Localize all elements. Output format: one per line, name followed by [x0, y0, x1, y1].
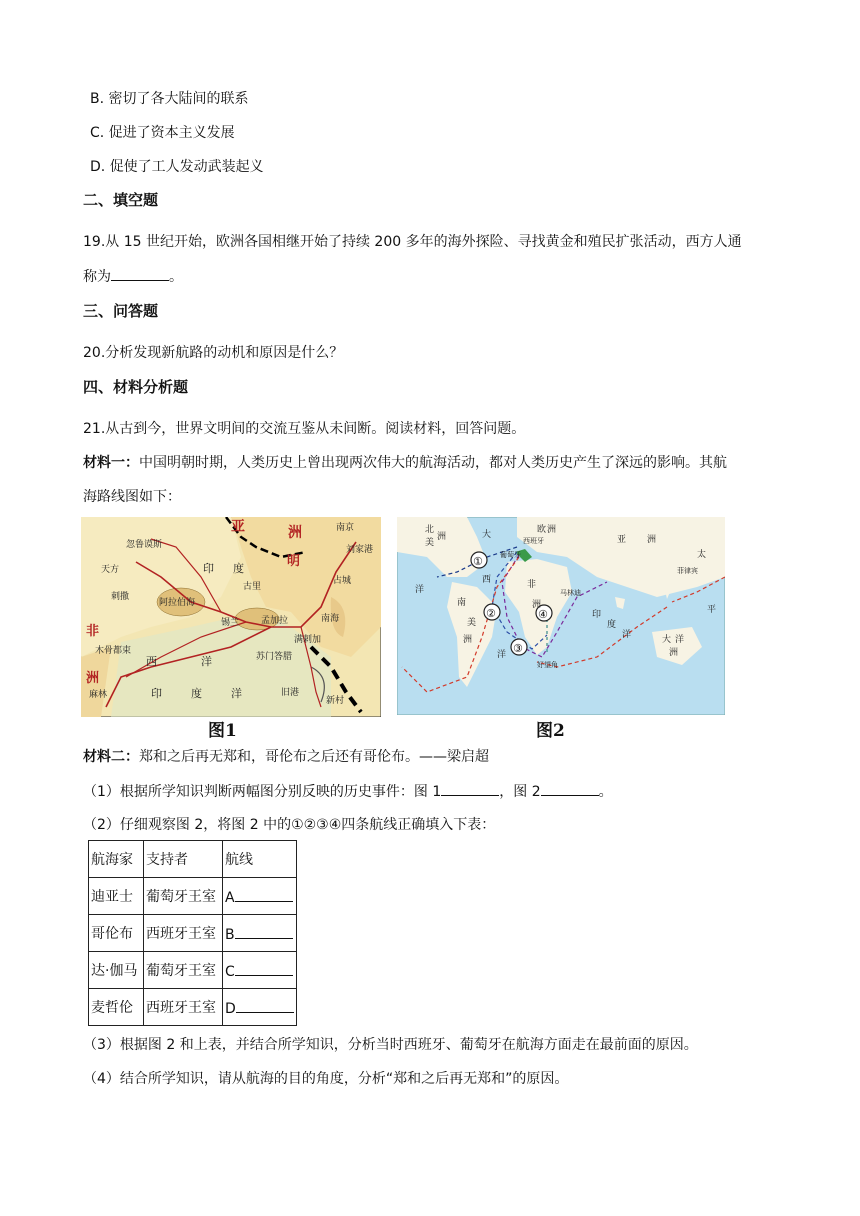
table-cell-navigator: 麦哲伦 — [89, 989, 144, 1026]
table-header: 航线 — [223, 841, 297, 878]
map1-label-12: 阿拉伯海 — [159, 598, 196, 608]
map1-label-24: 洋 — [231, 687, 242, 700]
sub1-blank-fig2[interactable] — [541, 781, 599, 796]
navigator-route-table — [88, 840, 297, 1026]
table-row — [89, 915, 297, 952]
table-cell-route[interactable] — [223, 989, 297, 1026]
q21-intro: 21.从古到今，世界文明间的交流互鉴从未间断。阅读材料，回答问题。 — [83, 421, 526, 437]
map1-label-0: 亚 — [231, 519, 245, 535]
route-letter: A — [225, 889, 235, 906]
table-cell-route[interactable] — [223, 952, 297, 989]
map2-label-1: 美 — [425, 538, 435, 548]
q19-line2 — [83, 266, 183, 287]
map2-label-26: 菲律宾 — [677, 567, 698, 575]
route-letter: D — [225, 1000, 236, 1017]
map2-label-2: 洲 — [437, 532, 447, 542]
q21-material2 — [83, 747, 489, 767]
section-qa-heading: 三、问答题 — [83, 302, 159, 320]
table-row — [89, 989, 297, 1026]
sub1-mid: ，图 2 — [499, 784, 541, 800]
q19-suffix: 。 — [169, 269, 183, 285]
route-mark-4: ④ — [538, 608, 548, 621]
map2-label-6: 南 — [457, 598, 467, 608]
map1-label-16: 木骨都束 — [95, 646, 132, 656]
material1-label: 材料一： — [83, 455, 139, 471]
table-cell-sponsor: 西班牙王室 — [144, 989, 223, 1026]
map2-label-25: 好望角 — [537, 661, 558, 669]
map1-label-21: 南海 — [321, 614, 340, 624]
q20: 20.分析发现新航路的动机和原因是什么？ — [83, 345, 344, 361]
european-voyage-map — [397, 517, 725, 715]
route-mark-1: ① — [473, 555, 483, 568]
route-blank[interactable] — [235, 924, 293, 939]
q21-sub3: （3）根据图 2 和上表，并结合所学知识，分析当时西班牙、葡萄牙在航海方面走在最前面的原因。 — [83, 1037, 698, 1053]
q21-material1-cont: 海路线图如下： — [83, 489, 181, 505]
map1-label-27: 占城 — [333, 576, 352, 586]
table-cell-navigator: 迪亚士 — [89, 878, 144, 915]
option-d: D. 促使了工人发动武装起义 — [90, 159, 264, 175]
map2-label-22: 洋 — [675, 635, 685, 645]
table-cell-route[interactable] — [223, 915, 297, 952]
sub1-prefix: （1）根据所学知识判断两幅图分别反映的历史事件：图 1 — [83, 784, 442, 800]
map2-label-24: 马林迪 — [560, 589, 581, 597]
map1-label-14: 非 — [86, 624, 100, 639]
q19-blank[interactable] — [111, 266, 169, 281]
material1-text: 中国明朝时期，人类历史上曾出现两次伟大的航海活动，都对人类历史产生了深远的影响。其航 — [139, 455, 727, 471]
map2-label-15: 太 — [697, 550, 707, 560]
table-header: 支持者 — [144, 841, 223, 878]
q21-sub4: （4）结合所学知识，请从航海的目的角度，分析“郑和之后再无郑和”的原因。 — [83, 1071, 569, 1087]
map1-label-18: 洋 — [201, 655, 212, 668]
map1-label-7: 印 — [203, 562, 214, 575]
table-cell-sponsor: 西班牙王室 — [144, 915, 223, 952]
q21-sub2: （2）仔细观察图 2，将图 2 中的①②③④四条航线正确填入下表： — [83, 817, 496, 833]
map1-label-28: 新村 — [326, 696, 345, 706]
map1-label-4: 刘家港 — [346, 545, 374, 555]
map1-label-3: 南京 — [336, 523, 355, 533]
table-cell-navigator: 哥伦布 — [89, 915, 144, 952]
zheng-he-voyage-map — [81, 517, 381, 717]
q19-line1: 19.从 15 世纪开始，欧洲各国相继开始了持续 200 多年的海外探险、寻找黄金和殖民扩张活动，西方人通 — [83, 234, 742, 250]
table-cell-sponsor: 葡萄牙王室 — [144, 878, 223, 915]
table-row — [89, 878, 297, 915]
section-material-heading: 四、材料分析题 — [83, 378, 189, 396]
route-blank[interactable] — [235, 961, 293, 976]
sub1-suffix: 。 — [598, 784, 613, 800]
map2-label-17: 洋 — [415, 585, 425, 595]
map2-label-20: 洋 — [622, 630, 632, 640]
map1-label-2: 明 — [287, 554, 301, 569]
map2-label-4: 西 — [482, 575, 492, 585]
map1-label-22: 印 — [151, 687, 162, 700]
table-cell-navigator: 达·伽马 — [89, 952, 144, 989]
map2-label-23: 洲 — [669, 648, 679, 658]
fig2-caption: 图2 — [536, 721, 565, 741]
material2-label: 材料二： — [83, 749, 139, 765]
map2-label-11: 亚 — [617, 535, 627, 545]
map1-label-13: 刺撒 — [111, 592, 130, 602]
table-cell-route[interactable] — [223, 878, 297, 915]
map2-label-14: 洲 — [532, 600, 542, 610]
map2-label-28: 葡萄牙 — [500, 551, 521, 559]
map2-label-5: 洋 — [497, 650, 507, 660]
map2-label-27: 西班牙 — [523, 537, 544, 545]
fig1-caption: 图1 — [208, 721, 237, 741]
route-mark-3: ③ — [513, 642, 523, 655]
table-header-row — [89, 841, 297, 878]
route-mark-2: ② — [486, 607, 496, 620]
route-blank[interactable] — [236, 998, 294, 1013]
map1-label-11: 孟加拉 — [261, 616, 289, 626]
q21-sub1 — [83, 781, 613, 802]
option-c: C. 促进了资本主义发展 — [90, 125, 235, 141]
map1-label-15: 洲 — [86, 671, 100, 686]
route-blank[interactable] — [235, 887, 293, 902]
map2-label-18: 印 — [592, 610, 602, 620]
map2-label-21: 大 — [662, 635, 672, 645]
map2-label-13: 非 — [527, 580, 537, 590]
map2-label-12: 洲 — [647, 535, 657, 545]
map2-label-7: 美 — [467, 618, 477, 628]
table-row — [89, 952, 297, 989]
sub1-blank-fig1[interactable] — [441, 781, 499, 796]
route-letter: B — [225, 926, 235, 943]
map1-label-23: 度 — [191, 687, 202, 700]
map1-label-5: 忽鲁谟斯 — [126, 540, 163, 550]
map1-label-6: 天方 — [101, 565, 120, 575]
q19-prefix: 称为 — [83, 269, 111, 285]
map2-label-3: 大 — [482, 530, 492, 540]
table-header: 航海家 — [89, 841, 144, 878]
section-fill-heading: 二、填空题 — [83, 191, 159, 209]
map2-label-19: 度 — [607, 620, 617, 630]
map1-label-1: 洲 — [288, 525, 302, 541]
q21-material1 — [83, 453, 727, 473]
route-letter: C — [225, 963, 235, 980]
map1-label-20: 满剌加 — [294, 635, 322, 645]
map2-label-0: 北 — [425, 525, 435, 535]
map1-label-26: 旧港 — [281, 688, 300, 698]
option-b: B. 密切了各大陆间的联系 — [90, 91, 249, 107]
map2-label-10: 洲 — [547, 525, 557, 535]
map2-label-9: 欧 — [537, 525, 547, 535]
map1-label-9: 古里 — [243, 582, 262, 592]
table-cell-sponsor: 葡萄牙王室 — [144, 952, 223, 989]
map1-label-8: 度 — [233, 562, 244, 575]
map1-label-10: 锡兰 — [221, 618, 240, 628]
map2-label-8: 洲 — [463, 635, 473, 645]
map2-label-16: 平 — [707, 605, 717, 615]
map1-label-25: 麻林 — [89, 690, 108, 700]
map1-label-17: 西 — [146, 655, 157, 668]
material2-text: 郑和之后再无郑和，哥伦布之后还有哥伦布。——梁启超 — [139, 749, 489, 765]
map1-label-19: 苏门答腊 — [256, 652, 293, 662]
